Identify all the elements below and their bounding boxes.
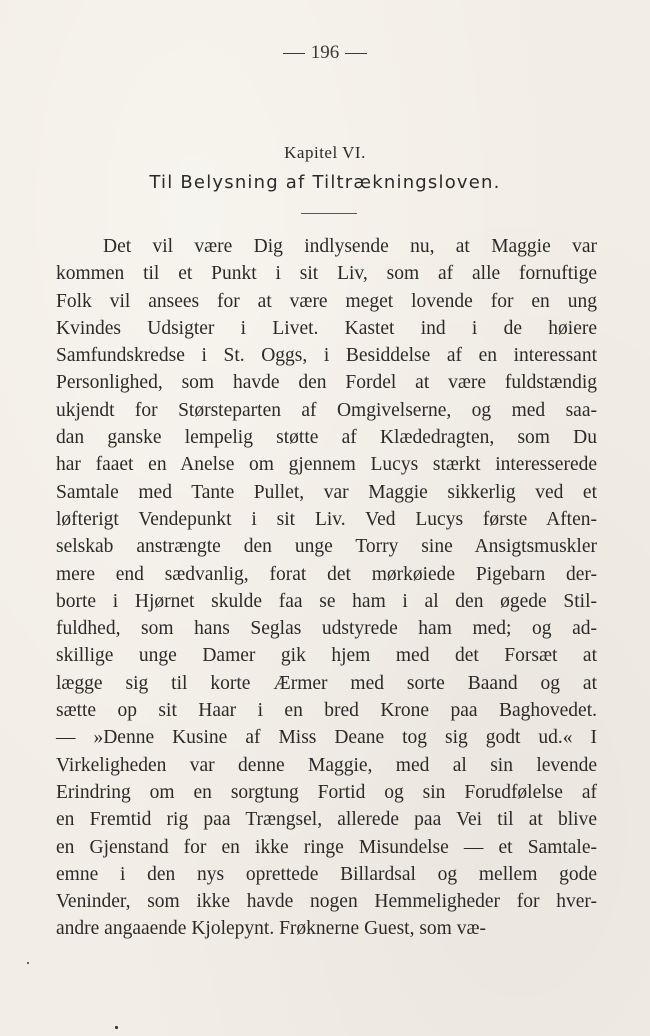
print-speck <box>27 962 29 964</box>
text-line: en Fremtid rig paa Trængsel, allerede paa Vei til at blive <box>56 809 597 831</box>
text-line: — »Denne Kusine af Miss Deane tog sig godt ud.« I <box>56 727 597 749</box>
text-line: Samfundskredse i St. Oggs, i Besiddelse af en interessant <box>56 345 597 367</box>
text-line: borte i Hjørnet skulde faa se ham i al den øgede Stil- <box>56 590 597 612</box>
page-number-dash-right <box>345 53 367 54</box>
text-line: løfterigt Vendepunkt i sit Liv. Ved Lucys første Aften- <box>56 508 597 530</box>
text-line: en Gjenstand for en ikke ringe Misundelse — et Samtale- <box>56 836 597 858</box>
text-line: Erindring om en sorgtung Fortid og sin Forudfølelse af <box>56 781 597 803</box>
page-number-value: 196 <box>310 42 340 63</box>
text-line: skillige unge Damer gik hjem med det Forsæt at <box>56 645 597 667</box>
text-line: kommen til et Punkt i sit Liv, som af alle fornuftige <box>56 263 597 285</box>
text-line: Kvindes Udsigter i Livet. Kastet ind i de høiere <box>56 317 597 339</box>
text-line: Det vil være Dig indlysende nu, at Maggie var <box>103 236 597 257</box>
text-line: ukjendt for Størsteparten af Omgivelserne, og med saa- <box>56 399 597 421</box>
chapter-label: Kapitel VI. <box>284 143 366 162</box>
text-line: emne i den nys oprettede Billardsal og mellem gode <box>56 863 597 885</box>
text-line: Virkeligheden var denne Maggie, med al sin levende <box>56 754 597 776</box>
text-line: fuldhed, som hans Seglas udstyrede ham med; og ad- <box>56 618 597 640</box>
text-line: Samtale med Tante Pullet, var Maggie sikkerlig ved et <box>56 481 597 503</box>
text-line: Veninder, som ikke havde nogen Hemmeligheder for hver- <box>56 891 597 913</box>
chapter-title: Til Belysning af Tiltrækningsloven. <box>149 172 501 193</box>
text-line: Folk vil ansees for at være meget lovende for en ung <box>56 290 597 312</box>
page-number <box>0 42 650 64</box>
text-line: dan ganske lempelig støtte af Klædedragten, som Du <box>56 427 597 449</box>
text-line: mere end sædvanlig, forat det mørkøiede Pigebarn der- <box>56 563 597 585</box>
text-line: lægge sig til korte Ærmer med sorte Baand og at <box>56 672 597 694</box>
text-line: sætte op sit Haar i en bred Krone paa Baghovedet. <box>56 700 597 722</box>
print-speck <box>115 1026 118 1029</box>
page-number-dash-left <box>283 53 305 54</box>
text-line: Personlighed, som havde den Fordel at være fuldstændig <box>56 372 597 394</box>
chapter-divider <box>301 213 357 214</box>
body-text <box>56 233 597 943</box>
text-line: har faaet en Anelse om gjennem Lucys stærkt interesserede <box>56 454 597 476</box>
text-line: andre angaaende Kjolepynt. Frøknerne Guest, som væ- <box>56 918 486 940</box>
text-line: selskab anstrængte den unge Torry sine Ansigtsmuskler <box>56 536 597 558</box>
